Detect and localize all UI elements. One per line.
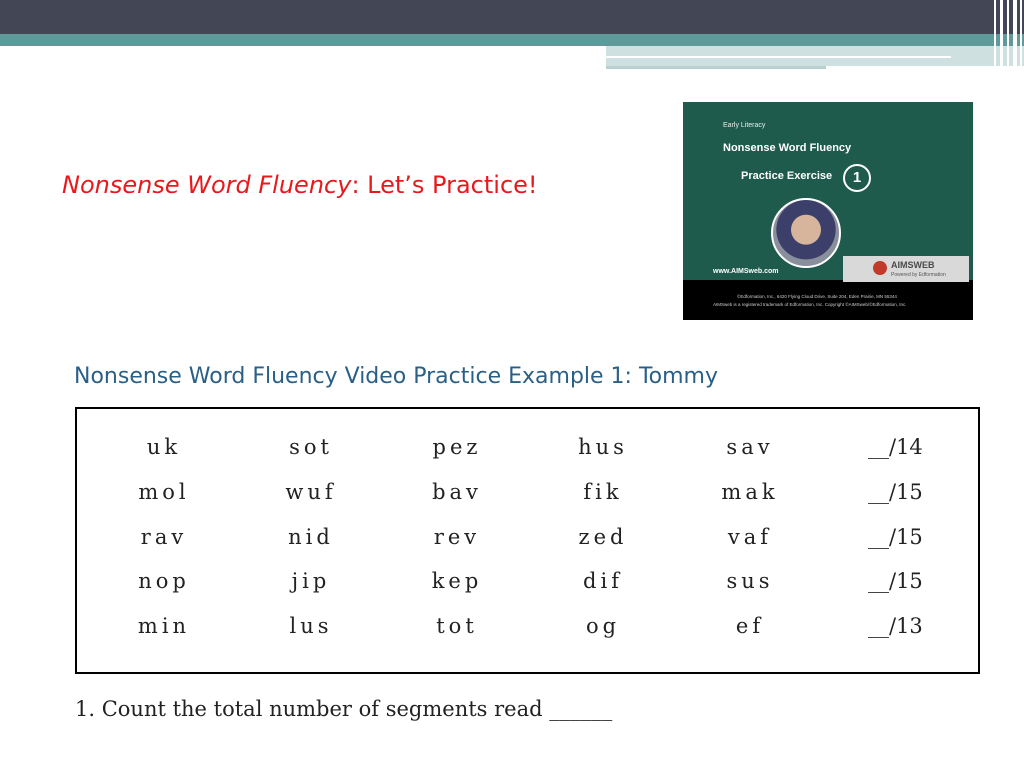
word-cell: hus <box>578 435 628 459</box>
word-cell: uk <box>146 435 182 459</box>
header-accent-line <box>606 56 951 58</box>
student-photo <box>771 198 841 268</box>
thumbnail-footer-line1: ©Edformation, Inc., 6420 Flying Cloud Drive, Suite 204, Eden Prairie, MN 55344 <box>737 294 897 299</box>
word-row <box>77 614 978 644</box>
example-heading: Nonsense Word Fluency Video Practice Example 1: Tommy <box>74 364 719 389</box>
row-score: __/13 <box>868 614 923 638</box>
thumbnail-subtitle: Practice Exercise <box>741 170 833 182</box>
row-score: __/15 <box>868 525 923 549</box>
word-cell: jip <box>291 569 331 593</box>
word-cell: tot <box>436 614 478 638</box>
word-cell: sav <box>726 435 774 459</box>
word-cell: lus <box>289 614 333 638</box>
word-row <box>77 569 978 599</box>
nonsense-word-grid <box>75 407 980 674</box>
practice-video-thumbnail[interactable] <box>683 102 973 320</box>
word-row <box>77 525 978 555</box>
word-cell: og <box>585 614 621 638</box>
logo-mark-icon <box>873 261 887 275</box>
word-cell: min <box>137 614 191 638</box>
slide-title: Nonsense Word Fluency: Let’s Practice! <box>62 171 538 199</box>
word-cell: mak <box>721 480 779 504</box>
word-cell: ef <box>735 614 765 638</box>
word-cell: pez <box>432 435 482 459</box>
word-cell: sus <box>726 569 774 593</box>
exercise-number-badge: 1 <box>843 164 871 192</box>
word-cell: vaf <box>727 525 773 549</box>
word-cell: wuf <box>285 480 337 504</box>
row-score: __/14 <box>868 435 923 459</box>
thumbnail-footer-line2: AIMSweb is a registered trademark of Edformation, Inc. Copyright ©AIMSweb/©Edformation, Inc. <box>713 302 907 307</box>
word-cell: nop <box>138 569 190 593</box>
word-cell: rev <box>433 525 481 549</box>
thumbnail-url: www.AIMSweb.com <box>713 268 779 275</box>
word-cell: zed <box>578 525 628 549</box>
aimsweb-logo: AIMSWEB Powered by Edformation <box>843 256 969 282</box>
row-score: __/15 <box>868 480 923 504</box>
header-teal-band <box>0 34 1024 46</box>
word-row <box>77 480 978 510</box>
header-dark-band <box>0 0 1024 34</box>
word-cell: fik <box>583 480 623 504</box>
word-cell: nid <box>288 525 334 549</box>
word-row <box>77 435 978 465</box>
word-cell: mol <box>138 480 190 504</box>
count-segments-question: 1. Count the total number of segments read ______ <box>75 697 613 721</box>
header-accent-line-lower <box>606 66 826 69</box>
word-cell: kep <box>431 569 483 593</box>
thumbnail-title: Nonsense Word Fluency <box>723 142 852 154</box>
word-cell: sot <box>289 435 333 459</box>
thumbnail-kicker: Early Literacy <box>723 122 766 129</box>
row-score: __/15 <box>868 569 923 593</box>
word-cell: bav <box>432 480 482 504</box>
header-vertical-stripes <box>992 0 1024 70</box>
word-cell: dif <box>583 569 623 593</box>
word-cell: rav <box>140 525 188 549</box>
thumbnail-footer-band <box>683 280 973 320</box>
